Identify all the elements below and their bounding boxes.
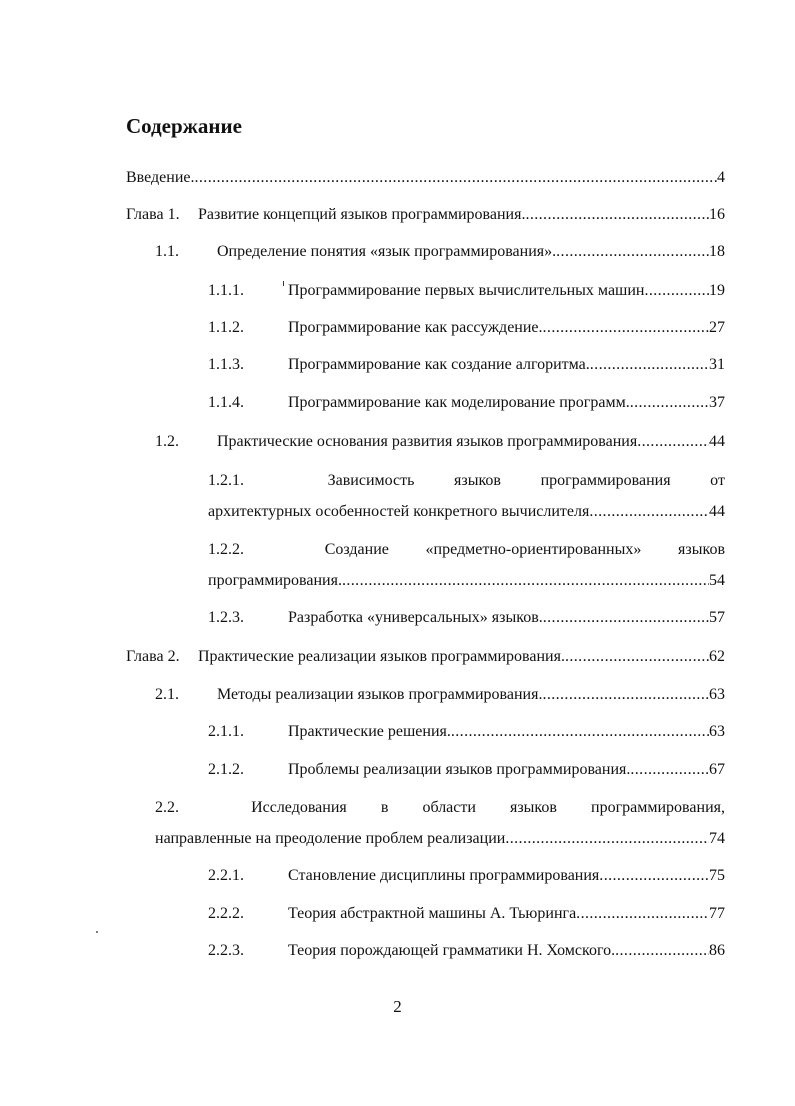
toc-entry-title-continued: направленные на преодоление проблем реализации [155,830,506,847]
toc-entry-page: 44 [709,503,725,520]
toc-entry-number: 1.2. [155,433,179,450]
toc-entry-number: Глава 1. [126,206,180,223]
toc-word: Зависимость [327,472,415,489]
toc-word: языков [678,541,725,558]
toc-entry-page: 86 [709,942,725,959]
toc-entry-page: 31 [709,356,725,373]
toc-entry-1-1-4[interactable] [208,393,725,412]
toc-entry-1-1-2[interactable] [208,318,725,337]
toc-word: области [422,799,476,816]
toc-entry-page: 63 [709,686,725,703]
toc-word: Создание [324,541,389,558]
toc-entry-number: 1.2.2. [208,541,244,558]
leader-dots [505,829,709,848]
toc-entry-page: 37 [709,394,725,411]
toc-entry-number: 2.2.3. [208,942,244,959]
toc-entry-1-1-1[interactable] [208,281,725,300]
toc-entry-number: Глава 2. [126,648,180,665]
toc-entry-number: 1.2.1. [208,472,244,489]
scan-speck [96,931,98,933]
leader-dots [342,571,709,590]
toc-entry-title: Методы реализации языков программирования. [217,686,543,703]
leader-dots [525,205,709,224]
toc-entry-page: 63 [709,723,725,740]
leader-dots [543,318,709,337]
leader-dots [589,502,709,521]
toc-entry-intro[interactable] [126,168,725,187]
toc-entry-title: Определение понятия «язык программирования». [217,243,557,260]
toc-entry-title: Теория абстрактной машины А. Тьюринга [288,905,577,922]
toc-entry-chapter-2[interactable] [126,647,725,666]
toc-entry-1-1-3[interactable] [208,355,725,374]
toc-entry-chapter-1[interactable] [126,205,725,224]
toc-entry-title: Программирование как рассуждение. [288,319,543,336]
toc-entry-2-1[interactable] [155,685,725,704]
toc-entry-2-2[interactable] [155,798,725,848]
toc-entry-title: Практические решения. [288,723,451,740]
toc-entry-number: 1.1.1. [208,282,244,299]
toc-entry-title: Введение. [126,169,195,186]
toc-entry-page: 18 [709,243,725,260]
toc-entry-title: Практические реализации языков программирования. [198,648,565,665]
toc-word: в [380,799,389,816]
leader-dots [644,281,709,300]
toc-entry-title: Проблемы реализации языков программирования. [288,761,631,778]
toc-word: «предметно-ориентированных» [425,541,642,558]
toc-entry-number: 1.1.4. [208,394,244,411]
toc-entry-number: 2.2.1. [208,867,244,884]
toc-entry-title-continued: программирования. [208,572,342,589]
leader-dots [615,941,709,960]
toc-entry-first-line [208,540,725,559]
toc-heading: Содержание [126,114,242,138]
toc-entry-page: 67 [709,761,725,778]
toc-entry-title: Разработка «универсальных» языков. [288,609,543,626]
leader-dots [543,608,709,627]
page-number: 2 [393,997,402,1016]
leader-dots [637,432,709,451]
toc-entry-number: 1.1.2. [208,319,244,336]
toc-entry-page: 54 [709,572,725,589]
toc-entry-title: Теория порождающей грамматики Н. Хомского. [288,942,616,959]
toc-entry-2-1-1[interactable] [208,722,725,741]
leader-dots [195,168,718,187]
toc-entry-page: 62 [709,648,725,665]
toc-entry-number: 2.1. [155,686,179,703]
toc-entry-1-1[interactable] [155,242,725,261]
toc-entry-1-2-1[interactable] [208,471,725,521]
toc-entry-title: Программирование как создание алгоритма. [288,356,590,373]
toc-entry-title: Практические основания развития языков программирования [217,433,638,450]
toc-entry-1-2-3[interactable] [208,608,725,627]
leader-dots [576,904,709,923]
toc-entry-2-1-2[interactable] [208,760,725,779]
toc-entry-page: 27 [709,319,725,336]
toc-entry-title: Развитие концепций языков программирования. [198,206,526,223]
leader-dots [556,242,709,261]
toc-word: программирования, [591,799,725,816]
toc-entry-page: 19 [709,282,725,299]
toc-entry-number: 2.1.1. [208,723,244,740]
toc-entry-page: 57 [709,609,725,626]
toc-entry-first-line [208,471,725,490]
leader-dots [451,722,709,741]
toc-entry-1-2-2[interactable] [208,540,725,590]
toc-entry-number: 2.1.2. [208,761,244,778]
toc-entry-title: Становление дисциплины программирования [288,867,600,884]
toc-entry-page: 75 [709,867,725,884]
leader-dots [599,866,709,885]
toc-word: языков [510,799,557,816]
toc-word: от [710,472,725,489]
toc-entry-page: 44 [709,433,725,450]
toc-entry-number: 1.1.3. [208,356,244,373]
toc-entry-2-2-2[interactable] [208,904,725,923]
toc-entry-number: 1.1. [155,243,179,260]
toc-entry-first-line [155,798,725,817]
toc-word: языков [454,472,501,489]
toc-entry-number: 1.2.3. [208,609,244,626]
toc-entry-title: Программирование первых вычислительных машин [288,282,645,299]
leader-dots [565,647,709,666]
leader-dots [630,393,709,412]
toc-entry-page: 77 [709,905,725,922]
toc-entry-page: 4 [717,169,725,186]
leader-dots [630,760,709,779]
toc-word: Исследования [251,799,347,816]
toc-entry-page: 74 [709,830,725,847]
toc-entry-1-2[interactable] [155,432,725,451]
toc-entry-page: 16 [709,206,725,223]
toc-word: программирования [540,472,671,489]
toc-entry-number: 2.2.2. [208,905,244,922]
toc-entry-title-continued: архитектурных особенностей конкретного вычислителя [208,503,590,520]
toc-entry-title: Программирование как моделирование программ. [288,394,630,411]
toc-entry-2-2-1[interactable] [208,866,725,885]
leader-dots [590,355,709,374]
toc-entry-2-2-3[interactable] [208,941,725,960]
toc-entry-number: 2.2. [155,799,179,816]
leader-dots [542,685,709,704]
